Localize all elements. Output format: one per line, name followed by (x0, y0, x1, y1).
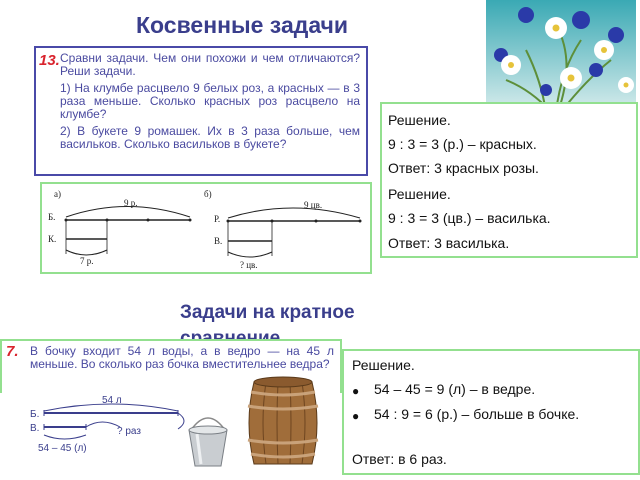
section-title: Задачи на кратное (180, 302, 355, 323)
diagram-a-row2: К. (48, 234, 57, 244)
task-13-diagram (40, 182, 372, 274)
task-7-text: В бочку входит 54 л воды, а в ведро — на 45 л меньше. Во сколько раз бочка вместительнее ведра? (30, 344, 334, 371)
bucket-picture (183, 412, 233, 468)
solution-1-step: 9 : 3 = 3 (р.) – красных. (388, 136, 537, 152)
task-13-problem-1: 1) На клумбе расцвело 9 белых роз, а красных — в 3 раза меньше. Сколько красных роз расцвело на клумбе? (60, 81, 360, 121)
barrel-picture (244, 376, 322, 470)
cornflowers-photo (486, 0, 636, 112)
diagram-a-bottom-length: 7 р. (80, 256, 94, 266)
solution-2-answer: Ответ: 3 василька. (388, 235, 510, 251)
solution-7-step-2: 54 : 9 = 6 (р.) – больше в бочке. (374, 406, 580, 422)
diagram-7-top-length: 54 л (102, 395, 122, 406)
diagram-b-bottom-length: ? цв. (240, 260, 258, 270)
bullet-icon: ● (352, 409, 360, 423)
diagram-7-row1: Б. (30, 409, 40, 420)
solution-7-answer: Ответ: в 6 раз. (352, 451, 447, 467)
bullet-icon: ● (352, 384, 360, 398)
solution-1-heading: Решение. (388, 112, 451, 128)
task-13-problem-2: 2) В букете 9 ромашек. Их в 3 раза больше, чем васильков. Сколько васильков в букете? (60, 124, 360, 151)
diagram-a-top-length: 9 р. (124, 198, 138, 208)
diagram-b-label: б) (204, 189, 212, 199)
diagram-b-row1: Р. (214, 214, 221, 224)
diagram-7-row2: В. (30, 423, 40, 434)
page-title: Косвенные задачи (136, 12, 349, 38)
solution-2-heading: Решение. (388, 186, 451, 202)
diagram-a-label: а) (54, 189, 61, 199)
solution-7-step-1: 54 – 45 = 9 (л) – в ведре. (374, 381, 536, 397)
task-7-number: 7. (6, 343, 19, 360)
diagram-b-row2: В. (214, 236, 223, 246)
diagram-a-row1: Б. (48, 212, 56, 222)
diagram-b-top-length: 9 цв. (304, 200, 323, 210)
task-13-excerpt (34, 46, 368, 176)
solution-2-step: 9 : 3 = 3 (цв.) – василька. (388, 210, 551, 226)
solution-box-2 (342, 349, 640, 475)
task-13-number: 13. (39, 52, 60, 69)
solution-box-1 (380, 102, 638, 258)
diagram-7-times: ? раз (117, 426, 141, 437)
task-13-intro: Сравни задачи. Чем они похожи и чем отличаются? Реши задачи. (60, 51, 360, 78)
diagram-7-difference: 54 – 45 (л) (38, 443, 87, 454)
solution-1-answer: Ответ: 3 красных розы. (388, 160, 539, 176)
solution-7-heading: Решение. (352, 357, 415, 373)
